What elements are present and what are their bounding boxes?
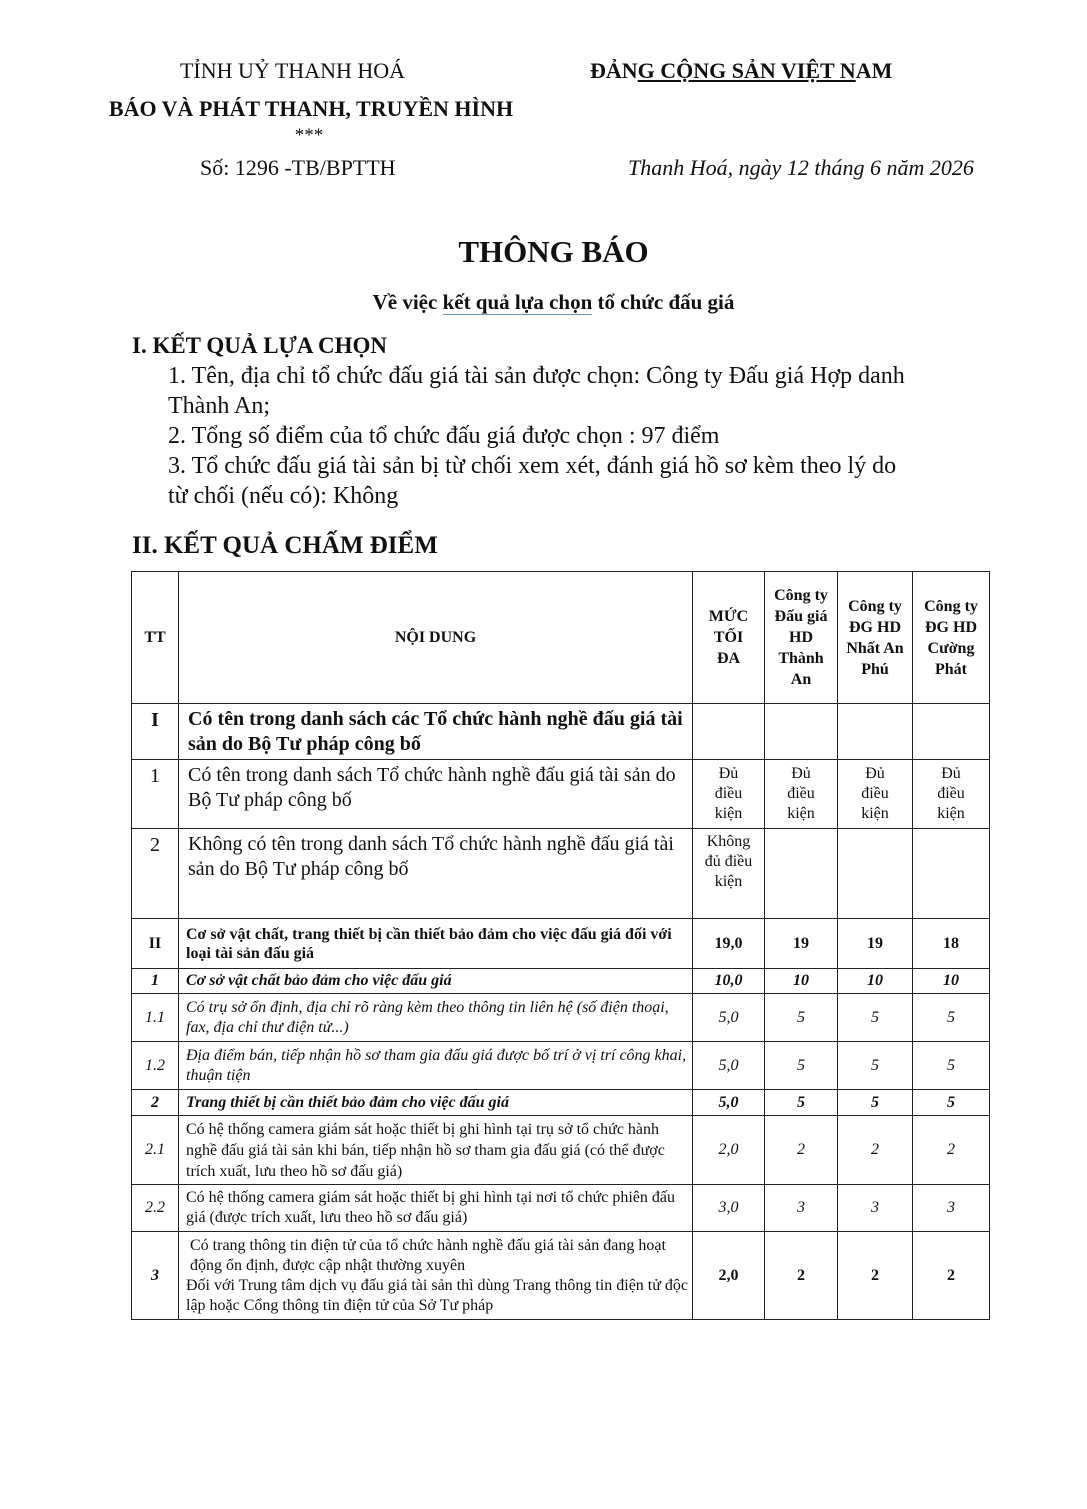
header-company-3: Công ty ĐG HD Cường Phát [913, 572, 990, 704]
table-row [132, 704, 990, 760]
row-max: 2,0 [693, 1232, 765, 1320]
row-max: 5,0 [693, 1090, 765, 1116]
row-c1: 2 [765, 1232, 838, 1320]
row-c2: Đủ điều kiện [838, 760, 913, 829]
row-content-line2: Đối với Trung tâm dịch vụ đấu giá tài sản thì dùng Trang thông tin điện tử độc lập hoặc Cổng thông tin điện tử của Sở Tư pháp [186, 1276, 689, 1314]
row-tt: 1.1 [132, 994, 179, 1042]
row-c1: 5 [765, 1042, 838, 1090]
row-tt: 1.2 [132, 1042, 179, 1090]
row-tt: 2.2 [132, 1185, 179, 1232]
row-tt: 2 [132, 1090, 179, 1116]
row-c1: 19 [765, 919, 838, 969]
place-and-date: Thanh Hoá, ngày 12 tháng 6 năm 2026 [628, 155, 974, 180]
selected-org-line1: 1. Tên, địa chỉ tổ chức đấu giá tài sản được chọn: Công ty Đấu giá Hợp danh [168, 363, 905, 389]
row-c1: Đủ điều kiện [765, 760, 838, 829]
table-row [132, 1185, 990, 1232]
section-2-heading: II. KẾT QUẢ CHẤM ĐIỂM [132, 532, 438, 559]
row-tt: 2.1 [132, 1116, 179, 1185]
document-subtitle: Về việc kết quả lựa chọn tổ chức đấu giá [372, 290, 735, 314]
row-c3: 5 [913, 1042, 990, 1090]
row-max [693, 704, 765, 760]
table-row [132, 1090, 990, 1116]
row-c1: 5 [765, 994, 838, 1042]
row-max: Đủ điều kiện [693, 760, 765, 829]
row-content: Có hệ thống camera giám sát hoặc thiết bị ghi hình tại nơi tổ chức phiên đấu giá (được trích xuất, lưu theo hồ sơ đấu giá) [179, 1185, 693, 1232]
row-c2 [838, 704, 913, 760]
table-row [132, 1232, 990, 1320]
issuing-body-parent: TỈNH UỶ THANH HOÁ [179, 58, 406, 83]
row-content: Có tên trong danh sách các Tổ chức hành nghề đấu giá tài sản do Bộ Tư pháp công bố [179, 704, 693, 760]
row-max: 2,0 [693, 1116, 765, 1185]
row-max: 5,0 [693, 994, 765, 1042]
selected-org-line2: Thành An; [168, 393, 270, 419]
rejected-org-line2: từ chối (nếu có): Không [168, 483, 399, 509]
row-content [179, 1232, 693, 1320]
row-max: 5,0 [693, 1042, 765, 1090]
table-row [132, 969, 990, 994]
row-tt: II [132, 919, 179, 969]
row-c3: 5 [913, 994, 990, 1042]
row-c2: 2 [838, 1116, 913, 1185]
row-tt: 1 [132, 760, 179, 829]
row-c2: 5 [838, 994, 913, 1042]
row-tt: I [132, 704, 179, 760]
row-content: Trang thiết bị cần thiết bảo đảm cho việc đấu giá [179, 1090, 693, 1116]
row-content: Có trụ sở ổn định, địa chỉ rõ ràng kèm theo thông tin liên hệ (số điện thoại, fax, địa chỉ thư điện tử...) [179, 994, 693, 1042]
row-tt: 1 [132, 969, 179, 994]
table-row [132, 1116, 990, 1185]
row-c3: 18 [913, 919, 990, 969]
row-content-line1: Có trang thông tin điện tử của tổ chức hành nghề đấu giá tài sản đang hoạt động ổn định, được cập nhật thường xuyên [190, 1236, 666, 1274]
row-content: Có tên trong danh sách Tổ chức hành nghề đấu giá tài sản do Bộ Tư pháp công bố [179, 760, 693, 829]
table-row [132, 994, 990, 1042]
row-c2: 19 [838, 919, 913, 969]
separator-stars: *** [294, 125, 324, 146]
row-c1: 5 [765, 1090, 838, 1116]
header-company-1: Công ty Đấu giá HD Thành An [765, 572, 838, 704]
table-row [132, 919, 990, 969]
row-c2 [838, 829, 913, 919]
row-tt: 2 [132, 829, 179, 919]
row-c3: 2 [913, 1116, 990, 1185]
row-content: Địa điểm bán, tiếp nhận hồ sơ tham gia đấu giá được bố trí ở vị trí công khai, thuận tiện [179, 1042, 693, 1090]
row-c3: Đủ điều kiện [913, 760, 990, 829]
row-content: Có hệ thống camera giám sát hoặc thiết bị ghi hình tại trụ sở tổ chức hành nghề đấu giá tài sản khi bán, tiếp nhận hồ sơ tham gia đấu giá (có thể được trích xuất, lưu theo hồ sơ đấu giá) [179, 1116, 693, 1185]
row-c2: 3 [838, 1185, 913, 1232]
row-c3: 3 [913, 1185, 990, 1232]
issuing-body-name: BÁO VÀ PHÁT THANH, TRUYỀN HÌNH [108, 96, 514, 121]
row-content: Cơ sở vật chất, trang thiết bị cần thiết bảo đảm cho việc đấu giá đối với loại tài sản đấu giá [179, 919, 693, 969]
rejected-org-line1: 3. Tổ chức đấu giá tài sản bị từ chối xem xét, đánh giá hồ sơ kèm theo lý do [168, 453, 897, 479]
header-company-2: Công ty ĐG HD Nhất An Phú [838, 572, 913, 704]
row-c2: 5 [838, 1042, 913, 1090]
party-name: ĐẢNG CỘNG SẢN VIỆT NAM [590, 58, 893, 83]
row-c1: 3 [765, 1185, 838, 1232]
row-c3: 5 [913, 1090, 990, 1116]
table-row [132, 1042, 990, 1090]
table-row [132, 760, 990, 829]
total-score-line: 2. Tổng số điểm của tổ chức đấu giá được chọn : 97 điểm [168, 423, 720, 449]
row-c2: 5 [838, 1090, 913, 1116]
row-c3: 2 [913, 1232, 990, 1320]
row-max: 19,0 [693, 919, 765, 969]
row-c3: 10 [913, 969, 990, 994]
document-number: Số: 1296 -TB/BPTTH [200, 155, 396, 180]
row-c2: 2 [838, 1232, 913, 1320]
row-max: 10,0 [693, 969, 765, 994]
row-content: Không có tên trong danh sách Tổ chức hành nghề đấu giá tài sản do Bộ Tư pháp công bố [179, 829, 693, 919]
row-c3 [913, 829, 990, 919]
row-c1 [765, 829, 838, 919]
row-c1 [765, 704, 838, 760]
table-row [132, 829, 990, 919]
row-max: 3,0 [693, 1185, 765, 1232]
row-tt: 3 [132, 1232, 179, 1320]
scoring-table [131, 571, 990, 1320]
header-max: MỨC TỐI ĐA [693, 572, 765, 704]
table-header-row [132, 572, 990, 704]
row-c1: 2 [765, 1116, 838, 1185]
header-content: NỘI DUNG [179, 572, 693, 704]
row-c2: 10 [838, 969, 913, 994]
section-1-heading: I. KẾT QUẢ LỰA CHỌN [132, 333, 387, 358]
row-c3 [913, 704, 990, 760]
row-content: Cơ sở vật chất bảo đảm cho việc đấu giá [179, 969, 693, 994]
row-c1: 10 [765, 969, 838, 994]
row-max: Không đủ điều kiện [693, 829, 765, 919]
header-tt: TT [132, 572, 179, 704]
document-title: THÔNG BÁO [458, 234, 649, 269]
